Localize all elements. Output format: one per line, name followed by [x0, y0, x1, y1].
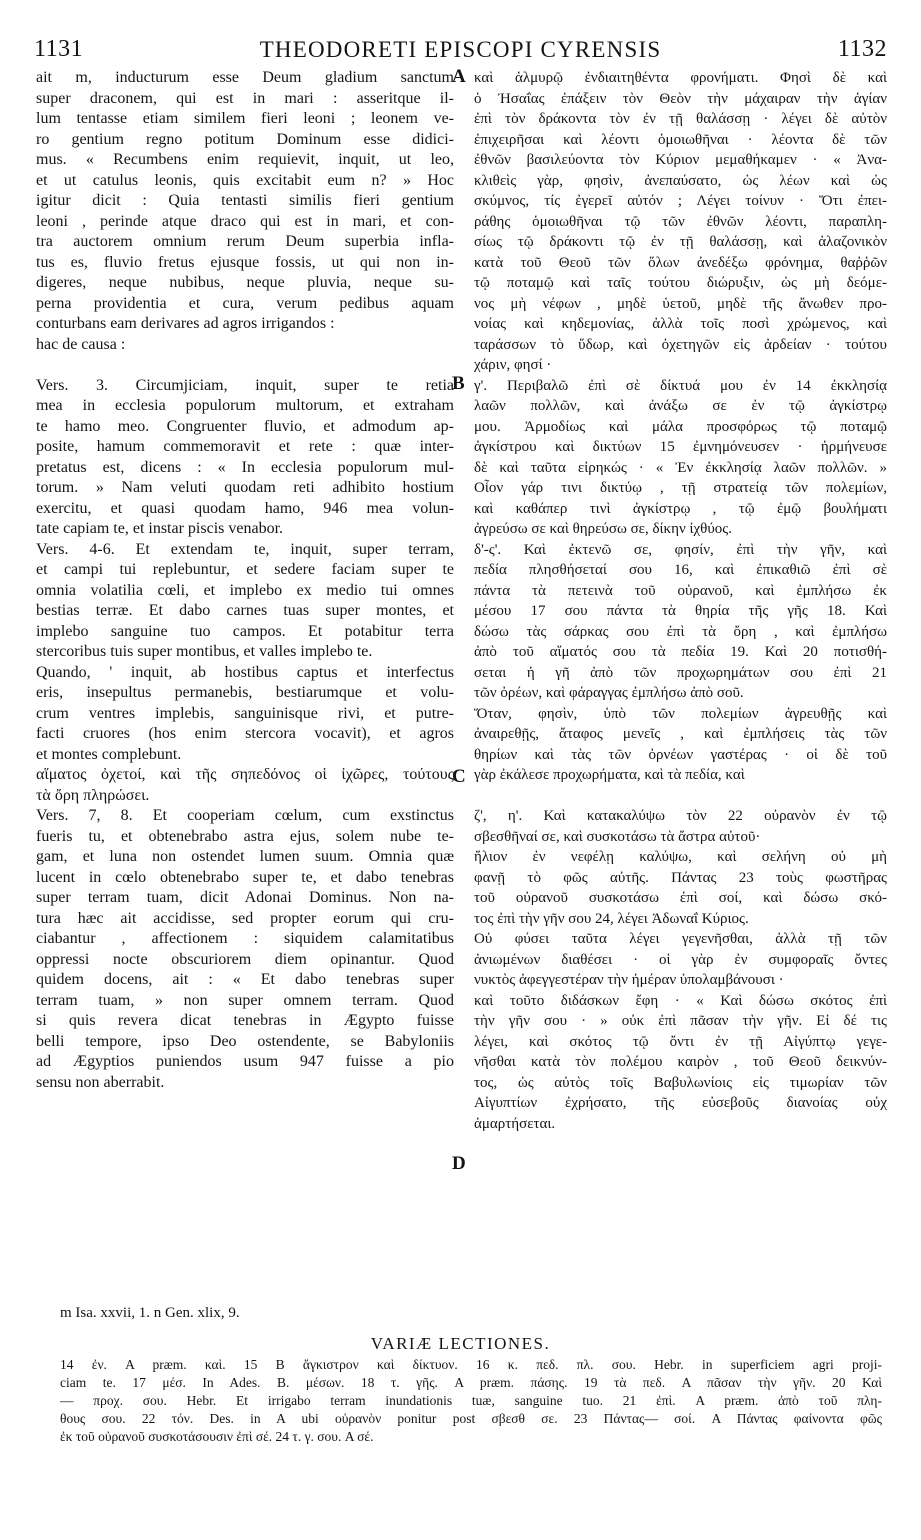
latin-text-line: ciabantur , affectionem : siquidem calamitatibus — [36, 930, 454, 947]
latin-text-line: gam, et luna non ostendet lumen suum. Omnia quæ — [36, 848, 454, 865]
latin-text-line: mea in ecclesia populorum multorum, et extraham — [36, 397, 454, 414]
greek-text-line: καὶ ἁλμυρῷ ἐνδιαιτηθέντα φρονήματι. Φησὶ δὲ καὶ — [474, 70, 887, 86]
margin-letter-a: A — [452, 66, 466, 87]
latin-text-line: sensu non aberrabit. — [36, 1073, 165, 1091]
greek-text-line: σκύμνος, τίς ἐγερεῖ αὐτόν ; Λέγει τοίνυν · Ὅτι ἐπει- — [474, 193, 887, 209]
margin-letter-d: D — [452, 1153, 466, 1174]
greek-text-line: λέγει, καὶ σκότος τῷ ὄντι ἐν τῇ Αἰγύπτῳ γεγε- — [474, 1033, 887, 1050]
greek-text-line: φανῇ τὸ φῶς αὐτῆς. Πάντας 23 τοὺς φωστῆρας — [474, 869, 887, 886]
latin-text-line: leoni , perinde atque draco qui est in mari, et con- — [36, 212, 454, 230]
greek-text-line: δ'-ς'. Καὶ ἐκτενῶ σε, φησίν, ἐπὶ τὴν γῆν, καὶ — [474, 541, 887, 558]
greek-text-line: σεται ἡ γῆ ἀπὸ τῶν προχωρημάτων σου ἐπὶ 21 — [474, 664, 887, 681]
variae-heading: VARIÆ LECTIONES. — [370, 1334, 551, 1353]
greek-text-line: ἀγρεύσω σε καὶ θηρεύσω σε, δίκην ἰχθύος. — [474, 521, 732, 537]
latin-text-line: eris, insepultus permanebis, bestiarumque et volu- — [36, 684, 454, 701]
greek-text-line: λαῶν πολλῶν, καὶ ἀνάξω σε ἐν τῷ ἀγκίστρῳ — [474, 398, 887, 414]
greek-text-line: νος μὴ νέφων , μηδὲ ὑετοῦ, μηδὲ τῆς ἄνωθεν προ- — [474, 295, 887, 312]
latin-text-line: terram tuam, » non super omnem terram. Quod — [36, 991, 454, 1009]
greek-column — [474, 68, 887, 1134]
latin-text-line: super draconem, qui est in mari : asseritque il- — [36, 89, 454, 107]
greek-text-line: καὶ τοῦτο διδάσκων ἔφη · « Καὶ δώσω σκότος ἐπὶ — [474, 992, 887, 1009]
left-page-number: 1131 — [34, 36, 84, 62]
greek-text-line: τος ἐπὶ τὴν γῆν σου 24, λέγει Ἀδωναΐ Κύριος. — [474, 910, 749, 927]
latin-text-line: igitur dicit : Quia tentasti similis fieri gentium — [36, 192, 454, 209]
latin-text-line: digeres, neque nubibus, neque pluvia, neque su- — [36, 274, 454, 291]
margin-letter-c: C — [452, 766, 466, 787]
greek-text-line: ἐπὶ τὸν δράκοντα τὸν ἐν τῇ θαλάσσῃ · λέγει δὲ αὐτὸν — [474, 111, 887, 127]
greek-text-line: σίως τῷ δράκοντι τῷ ἐν τῇ θαλάσσῃ, καὶ ἀλαζονικὸν — [474, 234, 887, 250]
latin-text-line: facti cruores (hos enim stercora vocavit), et agros — [36, 725, 454, 742]
greek-text-line: ἐπιχειρῆσαι καὶ λέοντι ὁμοιωθῆναι · λέοντα δὲ τῶν — [474, 131, 887, 148]
latin-text-line: tus es, fluvio fretus ejusque fossis, ut qui non in- — [36, 253, 454, 271]
greek-text-line: δώσω τὰς σάρκας σου ἐπὶ τὰ ὄρη , καὶ ἐμπλήσω — [474, 623, 887, 640]
greek-text-line: τῷ ποταμῷ καὶ ταῖς τούτου διώρυξιν, ὡς μὴ δεόμε- — [474, 275, 887, 291]
greek-text-line: τὴν γῆν σου · » οὐκ ἐπὶ πᾶσαν τὴν γῆν. Εἰ δέ τις — [474, 1013, 887, 1029]
greek-text-line: μέσου 17 σου πάντα τὰ θηρία τῆς γῆς 18. Καὶ — [474, 603, 887, 619]
running-header — [34, 36, 887, 64]
greek-text-line: Ὅταν, φησὶν, ὑπὸ τῶν πολεμίων ἀγρευθῇς καὶ — [474, 705, 887, 722]
variant-line: θους σου. 22 τόν. Des. in A ubi οὐρανὸν ponitur post σβεσθ σε. 23 Πάντας— σοί. A Πάντας φαίνοντα φῶς — [60, 1411, 882, 1426]
greek-text-line: ἥλιον ἐν νεφέλῃ καλύψω, καὶ σελήνη οὐ μὴ — [474, 849, 887, 865]
variae-lectiones — [60, 1356, 882, 1446]
greek-text-line: νῆσθαι κατὰ τὸν πολέμου καιρὸν , τοῦ Θεοῦ δεικνύν- — [474, 1054, 887, 1070]
latin-text-line: lucent in cœlo obtenebrabo super te, et dabo tenebras — [36, 868, 454, 886]
latin-text-line: fueris tu, et obtenebrabo astra ejus, solem nube te- — [36, 827, 454, 845]
greek-text-line: Οὐ φύσει ταῦτα λέγει γεγενῆσθαι, ἀλλὰ τῇ τῶν — [474, 931, 887, 947]
latin-column — [36, 68, 454, 1093]
greek-text-line: πάντα τὰ πετεινὰ τοῦ οὐρανοῦ, καὶ ἐμπλήσω ἐκ — [474, 582, 887, 599]
latin-text-line: conturbans eam derivares ad agros irrigandos : — [36, 315, 335, 332]
greek-text-line: θηρίων καὶ τὰς τῶν ὀρνέων γαστέρας · οἱ δὲ τοῦ — [474, 746, 887, 763]
greek-text-line: δὲ καὶ ταῦτα εἰρηκώς · « Ἐν ἐκκλησίᾳ λαῶν πολλῶν. » — [474, 459, 887, 476]
latin-text-line: tate capiam te, et instar piscis venabor. — [36, 520, 284, 537]
latin-text-line: Vers. 3. Circumjiciam, inquit, super te retia — [36, 376, 454, 394]
latin-text-line: αἵματος ὀχετοί, καὶ τῆς σηπεδόνος οἱ ἰχῶρες, τούτους — [36, 766, 454, 783]
greek-text-line: ἁμαρτήσεται. — [474, 1115, 556, 1132]
greek-text-line: γ'. Περιβαλῶ ἐπὶ σὲ δίκτυά μου ἐν 14 ἐκκλησίᾳ — [474, 377, 887, 394]
latin-text-line: τὰ ὄρη πληρώσει. — [36, 786, 150, 804]
greek-text-line: Οἷον γάρ τινι δικτύῳ , τῇ στρατείᾳ τῶν πολεμίων, — [474, 480, 887, 496]
variant-line: 14 ἐν. A præm. καὶ. 15 B ἄγκιστρον καὶ δίκτυον. 16 κ. πεδ. πλ. σου. Hebr. in superficiem agri proji- — [60, 1357, 882, 1372]
latin-text-line: si quis revera dicat tenebras in Ægypto fuisse — [36, 1012, 454, 1029]
latin-text-line: ad Ægyptios puniendos usum 947 fuisse a pio — [36, 1053, 454, 1070]
greek-text-line: ὁ Ἠσαΐας ἐπάξειν τὸν Θεὸν τὴν μάχαιραν τὴν ἁγίαν — [474, 90, 887, 107]
latin-text-line: et campi tui replebuntur, et sedere faciam super te — [36, 561, 454, 578]
latin-text-line: omnia volatilia cœli, et implebo ex medio tui omnes — [36, 581, 454, 599]
greek-text-line: τοῦ οὐρανοῦ συσκοτάσω ἐπὶ σοί, καὶ δώσω σκό- — [474, 890, 887, 906]
greek-text-line: ταράσσων τὸ ὕδωρ, καὶ ὀχετηγῶν εἰς ἀρδείαν · τούτου — [474, 336, 887, 353]
latin-text-line: te hamo meo. Congruenter fluvio, et admodum ap- — [36, 417, 454, 435]
right-page-number: 1132 — [837, 36, 887, 62]
greek-text-line: Αἰγυπτίων ἐχρήσατο, τῆς εὐσεβοῦς διανοίας οὐχ — [474, 1095, 887, 1111]
latin-text-line: ro gentium regno potitum Dominum esse didici- — [36, 130, 454, 148]
latin-text-line: lum tentasse etiam similem fieri leoni ; leonem ve- — [36, 110, 454, 127]
greek-text-line: νοίας καὶ κηδεμονίας, ἀλλὰ τοῖς ποσὶ χρώμενος, καὶ — [474, 316, 887, 332]
latin-text-line: et montes complebunt. — [36, 745, 182, 763]
greek-text-line: ἀνιωμένων διαθέσει · οἱ γὰρ ἐν συμφοραῖς ὄντες — [474, 951, 887, 968]
variant-line: ἐκ τοῦ οὐρανοῦ συσκοτάσουσιν ἐπὶ σέ. 24 τ. γ. σου. A σέ. — [60, 1429, 374, 1444]
latin-text-line: tura hæc ait accidisse, sed propter eorum qui cru- — [36, 909, 454, 927]
latin-text-line: stercoribus tuis super montibus, et valles implebo te. — [36, 643, 373, 660]
latin-text-line: mus. « Recumbens enim requievit, inquit, ut leo, — [36, 151, 454, 168]
greek-text-line: ἀναιρεθῇς, ἄταφος μενεῖς , καὶ ἐμπλήσεις τὰς τῶν — [474, 726, 887, 742]
latin-text-line: exercitu, et quasi quodam hamo, 946 mea volun- — [36, 499, 454, 517]
latin-text-line: hac de causa : — [36, 335, 126, 353]
latin-text-line: ait m, inducturum esse Deum gladium sanctum — [36, 69, 454, 86]
greek-text-line: τος, ὡς αὐτὸς τοῖς Βαβυλωνίοις εἰς τιμωρίαν τῶν — [474, 1074, 887, 1091]
latin-text-line: Vers. 7, 8. Et cooperiam cœlum, cum exstinctus — [36, 807, 454, 824]
latin-text-line: belli tempore, ipso Deo ostendente, se Babyloniis — [36, 1032, 454, 1050]
greek-text-line: τῶν ὀρέων, καὶ φάραγγας ἐμπλήσω ἀπὸ σοῦ. — [474, 685, 744, 701]
variant-line: ciam te. 17 μέσ. In Ades. B. μέσων. 18 τ. γῆς. A præm. πάσης. 19 τὰ πεδ. A πᾶσαν τὴν γῆν. 20 Καὶ — [60, 1375, 882, 1390]
latin-text-line: quidem docens, ait : « Et dabo tenebras super — [36, 971, 454, 988]
greek-text-line: ζ', η'. Καὶ κατακαλύψω τὸν 22 οὐρανὸν ἐν τῷ — [474, 808, 887, 824]
latin-text-line: et ut catulus leonis, quis excitabit eum n? » Hoc — [36, 171, 454, 189]
latin-text-line: bestias terræ. Et dabo carnes tuas super montes, et — [36, 602, 454, 619]
latin-text-line: tra auctorem omnium rerum Deum superbia infla- — [36, 233, 454, 250]
latin-text-line: Vers. 4-6. Et extendam te, inquit, super terram, — [36, 540, 454, 558]
variant-line: — προχ. σου. Hebr. Et irrigabo terram inundationis tuæ, sanguine tuo. 21 ἐπὶ. A præm. ἀπὸ τοῦ πλη- — [60, 1393, 882, 1408]
greek-text-line: κλιθεὶς γὰρ, φησὶν, ἀνεπαύσατο, ὡς λέων καὶ ὡς — [474, 172, 887, 189]
greek-text-line: νυκτὸς ἀφεγγεστέραν τὴν ἡμέραν ὑπολαμβάνουσι · — [474, 972, 784, 988]
greek-text-line: κατὰ τοῦ Θεοῦ τῶν ὅλων ἀνεδέξω φρόνημα, θαῤῥῶν — [474, 254, 887, 271]
running-title: THEODORETI EPISCOPI CYRENSIS — [259, 37, 662, 62]
greek-text-line: χάριν, φησί · — [474, 357, 552, 373]
latin-text-line: crum ventres implebis, sanguinisque rivi, et putre- — [36, 704, 454, 722]
greek-text-line: ἀγκίστρου καὶ δικτύων 15 ἐμνημόνευσεν · ἡρμήνευσε — [474, 439, 887, 455]
latin-text-line: oppressi nocte obscuriorem diem opinantur. Quod — [36, 950, 454, 968]
latin-text-line: torum. » Nam veluti quodam reti adhibito hostium — [36, 479, 454, 496]
greek-text-line: ἀπὸ τοῦ αἵματός σου τὰ πεδία 19. Καὶ 20 ποτισθή- — [474, 644, 887, 660]
greek-text-line: καὶ καθάπερ τινὶ ἀγκίστρῳ , τῷ ἐμῷ βουλήματι — [474, 500, 887, 517]
margin-letter-b: B — [452, 373, 465, 394]
greek-text-line — [474, 786, 887, 807]
greek-text-line: πεδία πλησθήσεταί σου 16, καὶ ἐπικαθιῶ ἐπὶ σὲ — [474, 562, 887, 578]
latin-text-line: perna providentia et cura, verum pedibus aquam — [36, 294, 454, 312]
text-columns — [36, 68, 887, 1368]
greek-text-line: ράθης ὁμοιωθῆναι τῷ τῶν ἐθνῶν λέοντι, παραπλη- — [474, 213, 887, 230]
latin-text-line: Quando, ' inquit, ab hostibus captus et interfectus — [36, 663, 454, 681]
latin-text-line: implebo sanguine tuo campos. Et potabitur terra — [36, 622, 454, 640]
greek-text-line: σβεσθῆναί σε, καὶ συσκοτάσω τὰ ἄστρα αὐτοῦ· — [474, 828, 761, 845]
greek-text-line: μου. Ἁρμοδίως καὶ μάλα προσφόρως τῷ ποταμῷ — [474, 418, 887, 435]
latin-text-line — [36, 355, 454, 376]
latin-text-line: pretatus est, dicens : « In ecclesia populorum mul- — [36, 458, 454, 476]
greek-text-line: γὰρ ἐκάλεσε προχωρήματα, καὶ τὰ πεδία, καὶ — [474, 767, 745, 783]
latin-text-line: posite, hamum commemoravit et rete : quæ inter- — [36, 438, 454, 455]
latin-text-line: super terram tuam, dicit Adonai Dominus. Non na- — [36, 889, 454, 906]
footnotes: m Isa. xxvii, 1. n Gen. xlix, 9. — [60, 1305, 240, 1321]
greek-text-line: ἐθνῶν βασιλεύοντα τὸν Κύριον μεμαθήκαμεν · « Ἀνα- — [474, 152, 887, 168]
